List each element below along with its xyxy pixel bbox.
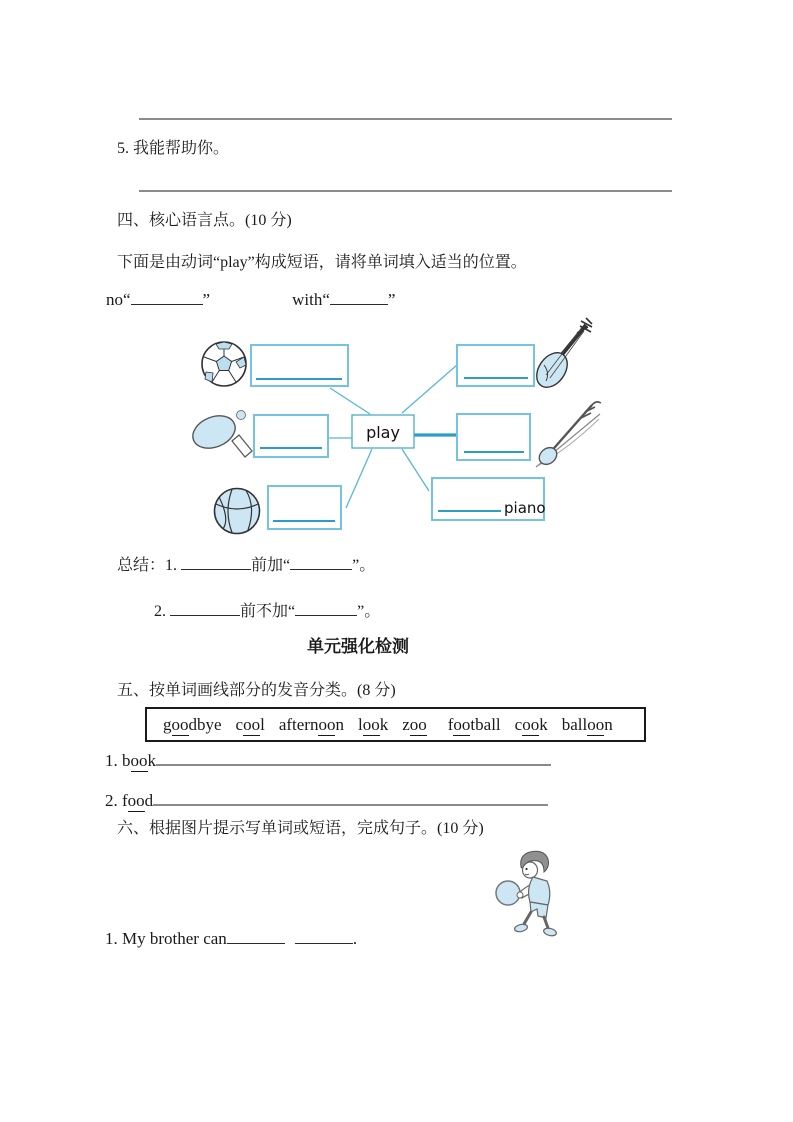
erhu-fiddle-icon — [536, 402, 601, 468]
answer-line — [139, 118, 672, 120]
item-number: 1. — [105, 751, 122, 770]
word-part: b — [122, 751, 131, 770]
phonics-word — [163, 715, 222, 735]
summary2-label: 2. — [154, 603, 166, 620]
summary1-end: ”。 — [352, 557, 376, 574]
word-part-underlined: oo — [127, 791, 145, 810]
summary1-label: 总结：1. — [117, 557, 178, 574]
word-part: l — [357, 714, 363, 734]
summary1-mid: 前加“ — [251, 557, 291, 574]
word-part: f — [122, 791, 128, 810]
word-part-underlined: oo — [453, 714, 471, 734]
phonics-word — [358, 715, 388, 735]
word-part: tball — [470, 714, 501, 734]
word-part: g — [163, 714, 172, 734]
word-part: d — [144, 791, 154, 810]
summary-line-2 — [154, 599, 380, 622]
phonics-word — [562, 715, 613, 735]
word-part-underlined: oo — [409, 714, 427, 734]
sentence-item-1 — [105, 926, 357, 949]
play-label: play — [366, 423, 400, 442]
word-part: dbye — [188, 714, 222, 734]
no-close-quote: ” — [202, 290, 211, 309]
sentence-text: 1. My brother can — [105, 929, 227, 948]
section4-heading: 四、核心语言点。(10 分) — [117, 212, 292, 229]
summary2-blank-1 — [170, 599, 240, 616]
no-label: no“ — [106, 290, 131, 309]
word-part: c — [514, 714, 523, 734]
word-part: n — [335, 714, 344, 734]
with-label: with“ — [292, 290, 330, 309]
translation-item-5: 5. 我能帮助你。 — [117, 140, 230, 157]
with-close-quote: ” — [387, 290, 396, 309]
piano-label: piano — [504, 499, 546, 517]
word-part: ball — [561, 714, 588, 734]
paddle-icon — [496, 881, 520, 905]
word-part: z — [402, 714, 410, 734]
phonics-word — [402, 715, 427, 735]
sentence-period: . — [352, 929, 358, 948]
summary2-blank-2 — [295, 599, 357, 616]
word-part-underlined: oo — [130, 751, 148, 770]
summary2-mid: 前不加“ — [240, 603, 296, 620]
summary1-blank-2 — [290, 553, 352, 570]
pipa-lute-icon — [530, 318, 592, 393]
item-number: 2. — [105, 791, 122, 810]
summary-line-1 — [117, 553, 375, 576]
boy-playing-table-tennis-image — [492, 845, 562, 941]
phonics-item-1 — [105, 747, 551, 771]
word-part-underlined: oo — [587, 714, 605, 734]
phonics-answer-blank — [156, 747, 551, 766]
diagram-box-underlines — [256, 378, 528, 521]
word-part: l — [260, 714, 265, 734]
summary2-end: ”。 — [357, 603, 381, 620]
phonics-word — [515, 715, 548, 735]
table-tennis-paddle-icon — [188, 410, 252, 457]
phonics-answer-blank — [153, 787, 548, 806]
phonics-item-2 — [105, 787, 548, 811]
phonics-word — [279, 715, 344, 735]
phonics-word-bank — [145, 707, 646, 742]
word-part: f — [447, 714, 454, 734]
soccer-ball-icon — [202, 342, 246, 386]
word-part-underlined: oo — [522, 714, 540, 734]
play-phrases-diagram — [140, 315, 610, 545]
word-part: aftern — [278, 714, 319, 734]
word-part: n — [604, 714, 613, 734]
no-with-row — [106, 287, 395, 310]
word-part-underlined: oo — [318, 714, 336, 734]
phonics-word — [236, 715, 265, 735]
section4-instruction: 下面是由动词“play”构成短语，请将单词填入适当的位置。 — [117, 254, 527, 271]
sentence-blank-2 — [295, 926, 353, 944]
word-part: k — [379, 714, 389, 734]
word-part: c — [235, 714, 244, 734]
with-blank — [330, 287, 388, 305]
no-blank — [131, 287, 203, 305]
section6-heading: 六、根据图片提示写单词或短语，完成句子。(10 分) — [117, 820, 484, 837]
word-part: k — [539, 714, 548, 734]
word-part-underlined: oo — [362, 714, 380, 734]
word-part-underlined: oo — [171, 714, 189, 734]
word-part-underlined: oo — [243, 714, 261, 734]
sentence-blank-1 — [227, 926, 285, 944]
summary1-blank-1 — [181, 553, 251, 570]
section5-heading: 五、按单词画线部分的发音分类。(8 分) — [117, 682, 396, 699]
phonics-word — [448, 715, 501, 735]
unit-test-title: 单元强化检测 — [307, 637, 409, 656]
basketball-icon — [215, 489, 260, 534]
answer-line — [139, 190, 672, 192]
word-part: k — [147, 751, 156, 770]
